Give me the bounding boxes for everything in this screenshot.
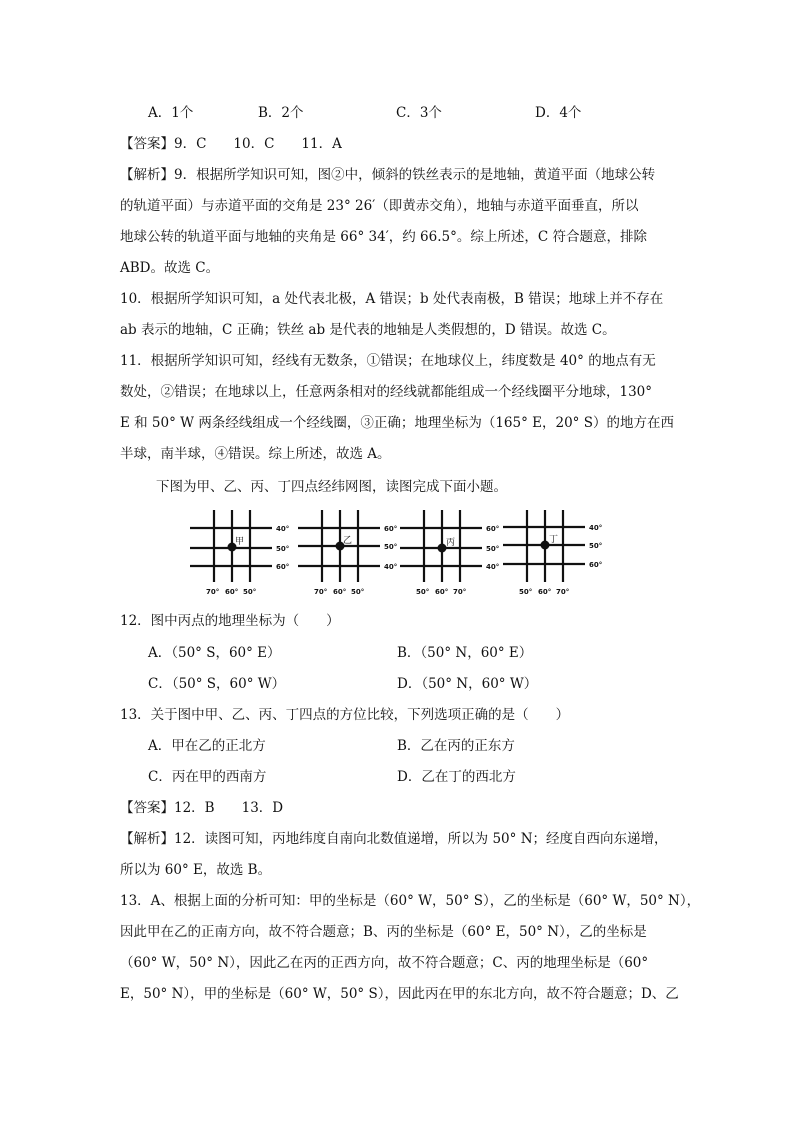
analysis-line: 地球公转的轨道平面与地轴的夹角是 66° 34′，约 66.5°。综上所述，C 符合题意，排除 — [120, 229, 647, 245]
q13-stem: 13．关于图中甲、乙、丙、丁四点的方位比较，下列选项正确的是（ ） — [120, 707, 570, 723]
lon-label: 60° — [435, 588, 449, 596]
point-name: 甲 — [235, 537, 245, 547]
q13-option-b: B．乙在丙的正东方 — [397, 738, 515, 754]
point-name: 乙 — [343, 536, 353, 546]
q8-option-d: D．4个 — [535, 105, 582, 121]
analysis-line: 的轨道平面）与赤道平面的交角是 23° 26′（即黄赤交角），地轴与赤道平面垂直，所以 — [120, 198, 639, 214]
lat-label: 50° — [384, 543, 398, 551]
lat-label: 60° — [276, 563, 290, 571]
lat-label: 40° — [589, 524, 603, 532]
grid-yi — [298, 508, 408, 602]
lon-label: 50° — [416, 588, 430, 596]
lon-label: 70° — [556, 588, 570, 596]
q13-option-d: D．乙在丁的西北方 — [397, 769, 516, 785]
analysis-line: 因此甲在乙的正南方向，故不符合题意；B、丙的坐标是（60° E，50° N），乙的坐标是 — [120, 924, 647, 940]
lat-label: 60° — [384, 525, 398, 533]
analysis-line: 11．根据所学知识可知，经线有无数条，①错误；在地球仪上，纬度数是 40° 的地点有无 — [120, 353, 656, 369]
analysis-line: ABD。故选 C。 — [120, 260, 220, 276]
analysis-line: 半球，南半球，④错误。综上所述，故选 A。 — [120, 446, 391, 462]
grid-jia — [190, 508, 300, 602]
lat-label: 40° — [486, 563, 500, 571]
analysis-line: 数处，②错误；在地球以上，任意两条相对的经线就都能组成一个经线圈平分地球，130° — [120, 384, 653, 400]
lon-label: 60° — [225, 588, 239, 596]
lon-label: 50° — [519, 588, 533, 596]
q13-option-a: A．甲在乙的正北方 — [148, 738, 266, 754]
point-name: 丙 — [446, 538, 456, 548]
q13-option-c: C．丙在甲的西南方 — [148, 769, 267, 785]
lon-label: 60° — [333, 588, 347, 596]
lon-label: 70° — [453, 588, 467, 596]
analysis-line: 10．根据所学知识可知，a 处代表北极，A 错误；b 处代表南极，B 错误；地球上并不存在 — [120, 291, 664, 307]
diagram-intro: 下图为甲、乙、丙、丁四点经纬网图，读图完成下面小题。 — [156, 479, 507, 495]
answer-9-11: 【答案】9．C 10．C 11．A — [120, 136, 342, 152]
lon-label: 50° — [243, 588, 257, 596]
q12-option-c: C．（50° S，60° W） — [148, 676, 286, 692]
q8-option-a: A．1个 — [148, 105, 194, 121]
q8-option-b: B．2个 — [258, 105, 304, 121]
lon-label: 70° — [206, 588, 220, 596]
grid-bing — [400, 508, 510, 602]
analysis-line: ab 表示的地轴，C 正确；铁丝 ab 是代表的地轴是人类假想的，D 错误。故选 C。 — [120, 322, 616, 338]
lat-label: 60° — [589, 561, 603, 569]
analysis-line: 所以为 60° E，故选 B。 — [120, 862, 272, 878]
lat-label: 50° — [276, 545, 290, 553]
lat-label: 60° — [486, 525, 500, 533]
q12-stem: 12．图中丙点的地理坐标为（ ） — [120, 613, 340, 629]
analysis-line: E，50° N），甲的坐标是（60° W，50° S），因此丙在甲的东北方向，故不符合题意；D、乙 — [120, 986, 679, 1002]
q8-option-c: C．3个 — [396, 105, 442, 121]
grid-ding — [503, 508, 613, 602]
answer-12-13: 【答案】12．B 13．D — [120, 800, 284, 816]
lon-label: 50° — [351, 588, 365, 596]
lon-label: 70° — [314, 588, 328, 596]
q12-option-a: A．（50° S，60° E） — [148, 645, 281, 661]
point-name: 丁 — [549, 535, 559, 545]
lon-label: 60° — [538, 588, 552, 596]
analysis-line: （60° W，50° N），因此乙在丙的正西方向，故不符合题意；C、丙的地理坐标是（60° — [120, 955, 649, 971]
lat-label: 50° — [589, 542, 603, 550]
lat-label: 40° — [276, 525, 290, 533]
q12-option-b: B．（50° N，60° E） — [397, 645, 533, 661]
lat-label: 40° — [384, 563, 398, 571]
analysis-line: 13．A、根据上面的分析可知：甲的坐标是（60° W，50° S），乙的坐标是（60° W，50° N）， — [120, 893, 701, 909]
analysis-line: E 和 50° W 两条经线组成一个经线圈，③正确；地理坐标为（165° E，20° S）的地方在西 — [120, 415, 674, 431]
analysis-line: 【解析】12．读图可知，丙地纬度自南向北数值递增，所以为 50° N；经度自西向东递增， — [120, 831, 668, 847]
analysis-line: 【解析】9．根据所学知识可知，图②中，倾斜的铁丝表示的是地轴，黄道平面（地球公转 — [120, 167, 656, 183]
q12-option-d: D．（50° N，60° W） — [397, 676, 538, 692]
lat-label: 50° — [486, 545, 500, 553]
